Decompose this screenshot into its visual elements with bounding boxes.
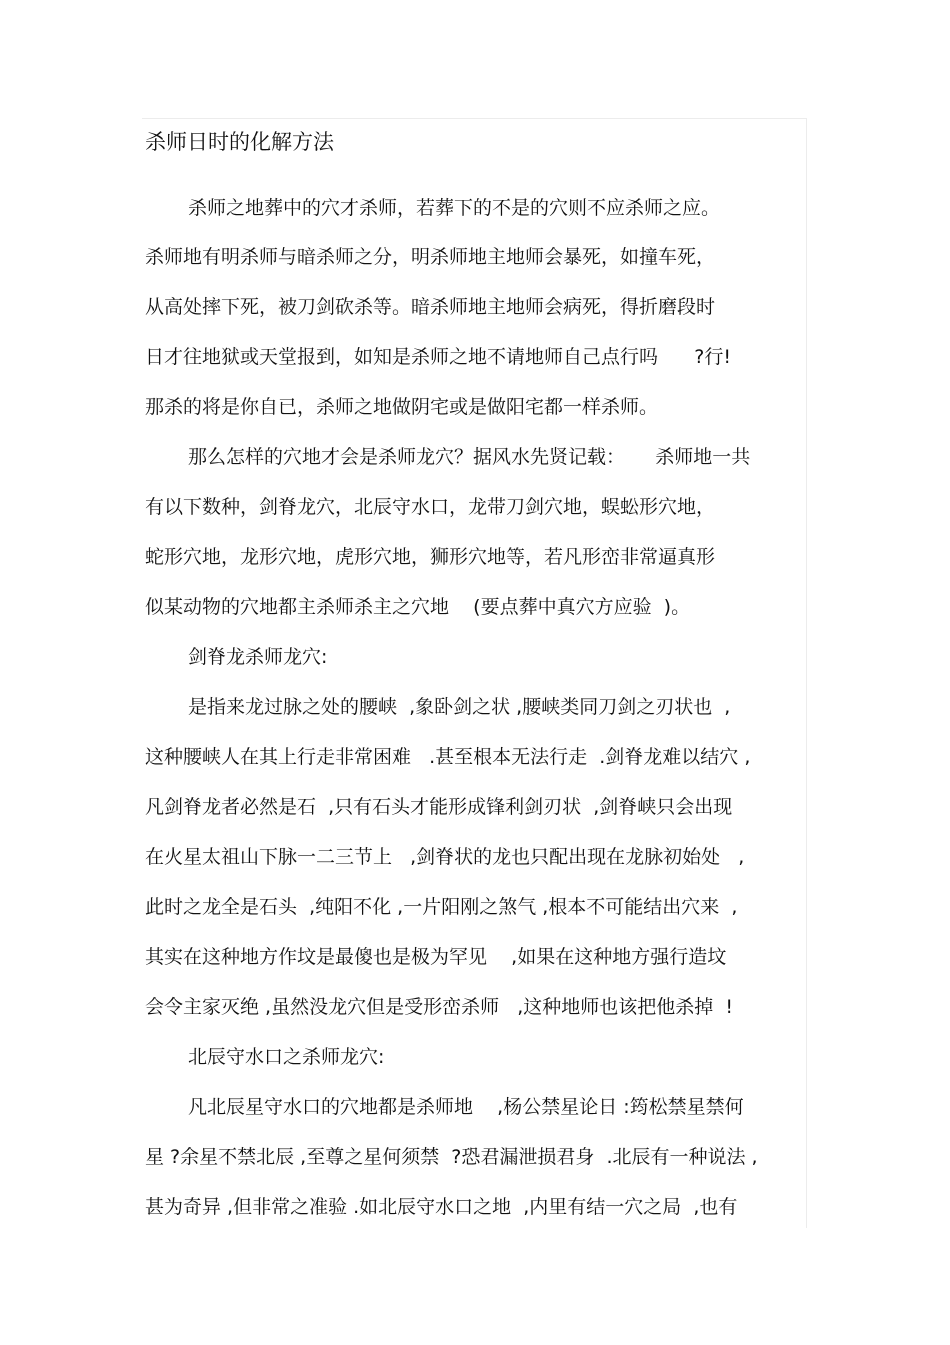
text-line-17: 会令主家灭绝 ,虽然没龙穴但是受形峦杀师 ,这种地师也该把他杀掉 ! xyxy=(145,996,733,1018)
text-line-9: 似某动物的穴地都主杀师杀主之穴地 (要点葬中真穴方应验 )。 xyxy=(145,596,691,618)
section-heading-sword-ridge: 剑脊龙杀师龙穴: xyxy=(188,646,328,668)
text-line-15: 此时之龙全是石头 ,纯阳不化 ,一片阳刚之煞气 ,根本不可能结出穴来 , xyxy=(145,896,738,918)
text-line-5: 那杀的将是你自已，杀师之地做阴宅或是做阳宅都一样杀师。 xyxy=(145,396,659,418)
text-line-6: 那么怎样的穴地才会是杀师龙穴？据风水先贤记载： 杀师地一共 xyxy=(188,446,751,468)
text-line-11: 是指来龙过脉之处的腰峡 ,象卧剑之状 ,腰峡类同刀剑之刃状也 , xyxy=(188,696,731,718)
text-line-16: 其实在这种地方作坟是最傻也是极为罕见 ,如果在这种地方强行造坟 xyxy=(145,946,727,968)
text-line-4: 日才往地狱或天堂报到，如知是杀师之地不请地师自己点行吗 ?行! xyxy=(145,346,731,368)
text-line-14: 在火星太祖山下脉一二三节上 ,剑脊状的龙也只配出现在龙脉初始处 , xyxy=(145,846,745,868)
text-line-13: 凡剑脊龙者必然是石 ,只有石头才能形成锋利剑刃状 ,剑脊峡只会出现 xyxy=(145,796,733,818)
text-line-19: 凡北辰星守水口的穴地都是杀师地 ,杨公禁星论日 :筠松禁星禁何 xyxy=(188,1096,744,1118)
text-line-12: 这种腰峡人在其上行走非常困难 .甚至根本无法行走 .剑脊龙难以结穴 , xyxy=(145,746,751,768)
text-line-8: 蛇形穴地，龙形穴地，虎形穴地，狮形穴地等，若凡形峦非常逼真形 xyxy=(145,546,716,568)
text-line-2: 杀师地有明杀师与暗杀师之分，明杀师地主地师会暴死，如撞车死， xyxy=(145,246,716,268)
text-line-1: 杀师之地葬中的穴才杀师，若葬下的不是的穴则不应杀师之应。 xyxy=(188,197,721,219)
text-line-3: 从高处摔下死，被刀剑砍杀等。暗杀师地主地师会病死，得折磨段时 xyxy=(145,296,716,318)
text-line-21: 甚为奇异 ,但非常之准验 .如北辰守水口之地 ,内里有结一穴之局 ,也有 xyxy=(145,1196,738,1218)
text-line-7: 有以下数种，剑脊龙穴，北辰守水口，龙带刀剑穴地，蜈蚣形穴地， xyxy=(145,496,716,518)
text-line-20: 星 ?余星不禁北辰 ,至尊之星何须禁 ?恐君漏泄损君身 .北辰有一种说法 , xyxy=(145,1146,758,1168)
section-heading-north-star: 北辰守水口之杀师龙穴: xyxy=(188,1046,385,1068)
document-title: 杀师日时的化解方法 xyxy=(145,130,334,154)
